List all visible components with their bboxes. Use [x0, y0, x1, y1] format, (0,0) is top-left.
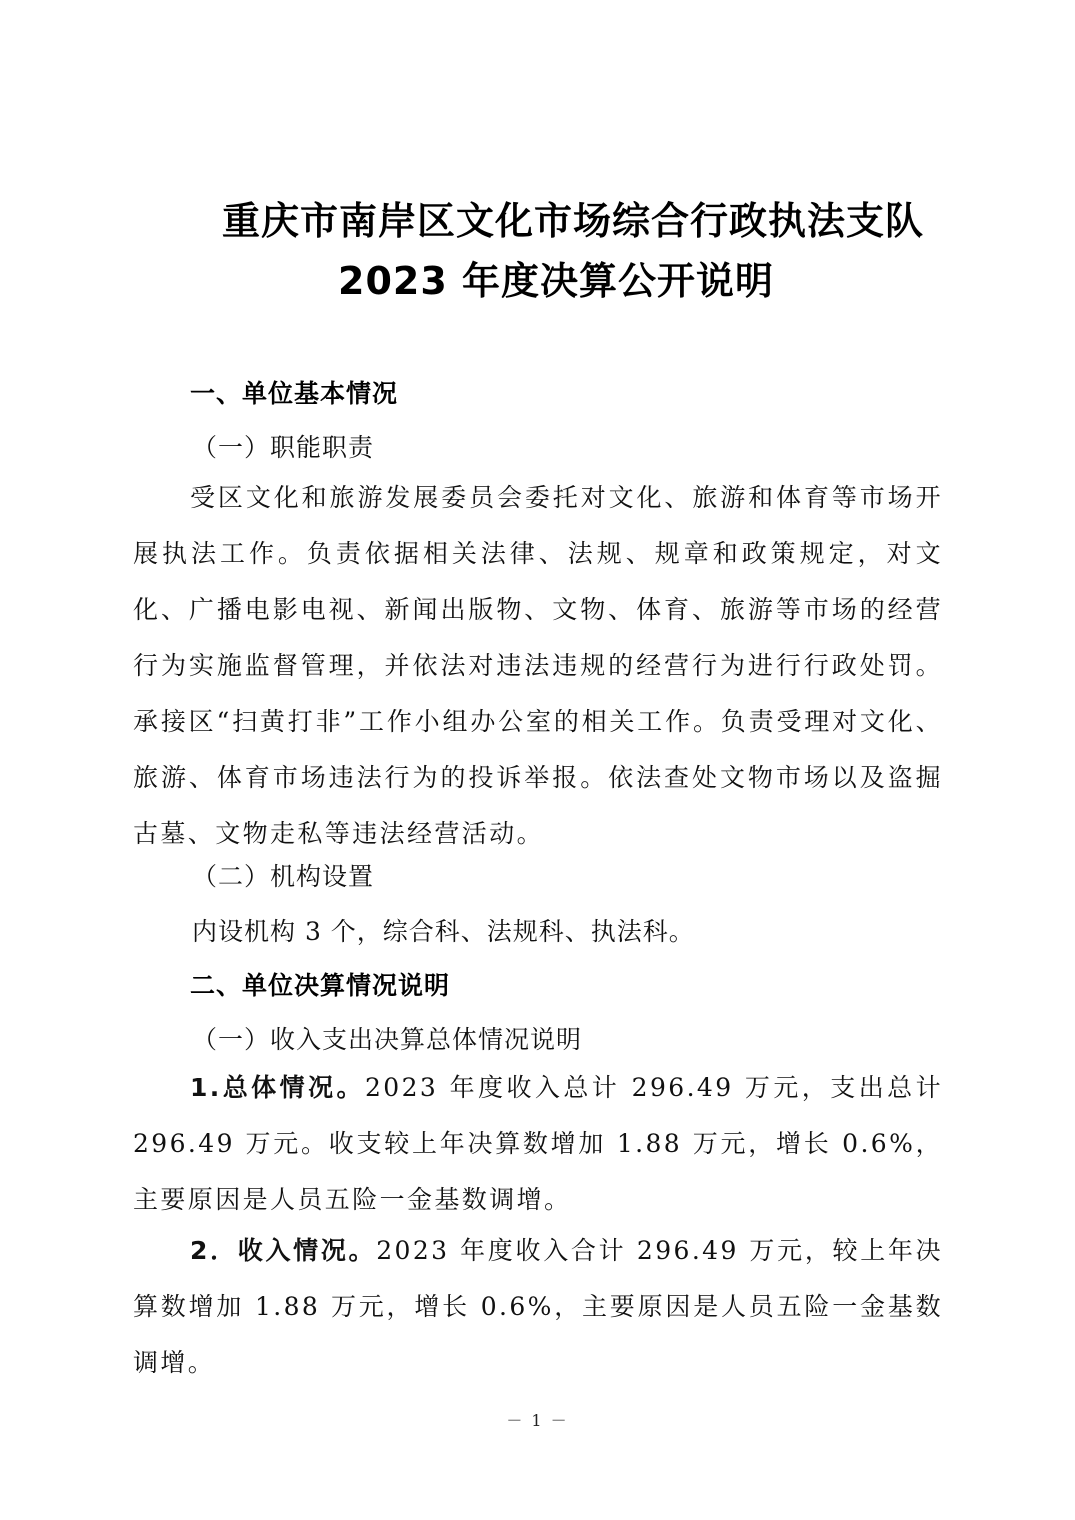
section2-heading: 二、单位决算情况说明	[190, 971, 451, 1000]
overall-lead: 1.总体情况。	[190, 1073, 365, 1102]
document-title-line1: 重庆市南岸区文化市场综合行政执法支队	[222, 199, 925, 243]
institutions-paragraph: 内设机构 3 个，综合科、法规科、执法科。	[192, 917, 695, 946]
section1-sub2-heading: （二）机构设置	[192, 862, 375, 891]
page-number: － 1 －	[506, 1411, 569, 1430]
overall-paragraph	[133, 1060, 943, 1228]
income-lead: 2．收入情况。	[190, 1236, 377, 1265]
overall-text: 2023 年度收入总计 296.49 万元，支出总计 296.49 万元。收支较上年决算数增加 1.88 万元，增长 0.6%，主要原因是人员五险一金基数调增。	[133, 1073, 943, 1214]
income-paragraph	[133, 1223, 943, 1391]
section2-sub1-heading: （一）收入支出决算总体情况说明	[192, 1025, 583, 1054]
section1-sub1-heading: （一）职能职责	[192, 433, 375, 462]
income-text: 2023 年度收入合计 296.49 万元，较上年决算数增加 1.88 万元，增长 0.6%，主要原因是人员五险一金基数调增。	[133, 1236, 943, 1377]
duties-paragraph: 受区文化和旅游发展委员会委托对文化、旅游和体育等市场开展执法工作。负责依据相关法律、法规、规章和政策规定，对文化、广播电影电视、新闻出版物、文物、体育、旅游等市场的经营行为实施监督管理，并依法对违法违规的经营行为进行行政处罚。承接区“扫黄打非”工作小组办公室的相关工作。负责受理对文化、旅游、体育市场违法行为的投诉举报。依法查处文物市场以及盗掘古墓、文物走私等违法经营活动。	[133, 483, 943, 848]
document-title-line2: 2023 年度决算公开说明	[338, 259, 774, 303]
section1-heading: 一、单位基本情况	[190, 379, 399, 408]
